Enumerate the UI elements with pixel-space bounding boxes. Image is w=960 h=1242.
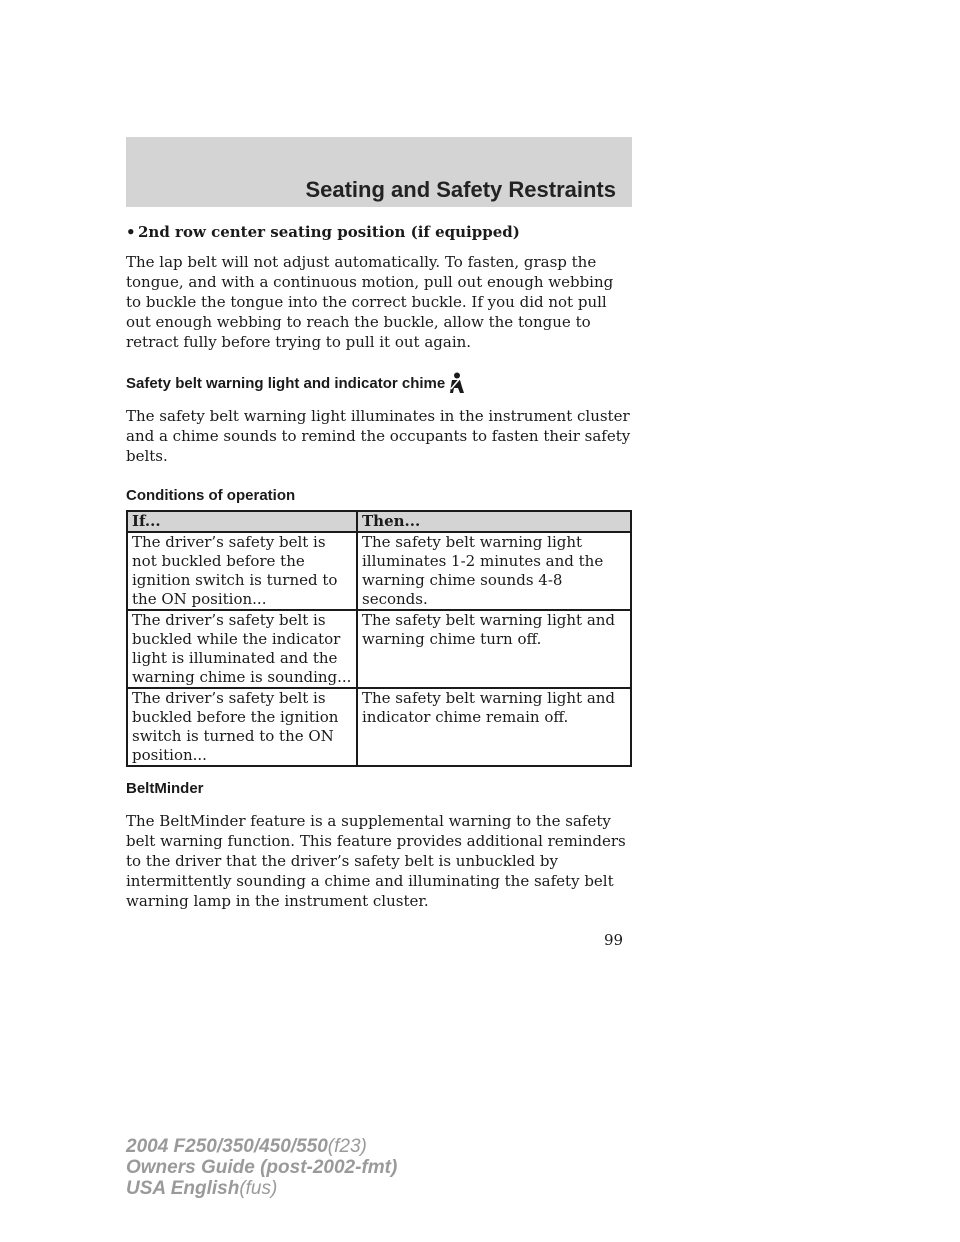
footer-line-1 (126, 1136, 397, 1157)
bullet-symbol: • (126, 223, 136, 241)
main-content (126, 222, 632, 911)
lap-belt-paragraph: The lap belt will not adjust automatically. To fasten, grasp the tongue, and with a continuous motion, pull out enough webbing to buckle the tongue into the correct buckle. If you did not pull out enough webbing to reach the buckle, allow the tongue to retract fully before trying to pull it out again. (126, 253, 614, 351)
table-row (127, 688, 631, 766)
column-header-if: If... (127, 511, 357, 532)
footer-model: 2004 F250/350/450/550 (126, 1136, 328, 1157)
table-cell-then: The safety belt warning light and indicator chime remain off. (357, 688, 631, 766)
table-cell-if: The driver’s safety belt is buckled while the indicator light is illuminated and the warning chime is sounding... (127, 610, 357, 688)
conditions-table (126, 510, 632, 767)
beltminder-heading: BeltMinder (126, 780, 204, 797)
table-row (127, 532, 631, 610)
bullet-item (126, 222, 632, 242)
conditions-heading: Conditions of operation (126, 487, 296, 504)
seatbelt-warning-icon (447, 372, 467, 394)
table-cell-then: The safety belt warning light and warning chime turn off. (357, 610, 631, 688)
safety-belt-warning-text: The safety belt warning light illuminates in the instrument cluster and a chime sounds to remind the occupants to fasten their safety belts. (126, 407, 631, 465)
footer-model-code: (f23) (327, 1136, 367, 1157)
safety-belt-warning-heading (126, 372, 632, 394)
table-header-row (127, 511, 631, 532)
footer-language: USA English (126, 1178, 240, 1199)
header-band (126, 137, 632, 207)
table-row (127, 610, 631, 688)
footer (126, 1136, 397, 1199)
table-cell-if: The driver’s safety belt is not buckled before the ignition switch is turned to the ON position... (127, 532, 357, 610)
safety-belt-warning-heading-text: Safety belt warning light and indicator chime (126, 375, 446, 392)
page-title: Seating and Safety Restraints (305, 177, 616, 202)
beltminder-text: The BeltMinder feature is a supplemental warning to the safety belt warning function. This feature provides additional reminders to the driver that the driver’s safety belt is unbuckled by intermittently sounding a chime and illuminating the safety belt warning lamp in the instrument cluster. (126, 812, 626, 910)
table-cell-if: The driver’s safety belt is buckled before the ignition switch is turned to the ON position... (127, 688, 357, 766)
page-number: 99 (604, 931, 624, 949)
bullet-text: 2nd row center seating position (if equipped) (138, 223, 520, 241)
table-cell-then: The safety belt warning light illuminates 1-2 minutes and the warning chime sounds 4-8 seconds. (357, 532, 631, 610)
footer-language-code: (fus) (239, 1178, 278, 1199)
footer-line-2: Owners Guide (post-2002-fmt) (126, 1157, 398, 1178)
footer-line-3 (126, 1178, 397, 1199)
column-header-then: Then... (357, 511, 631, 532)
